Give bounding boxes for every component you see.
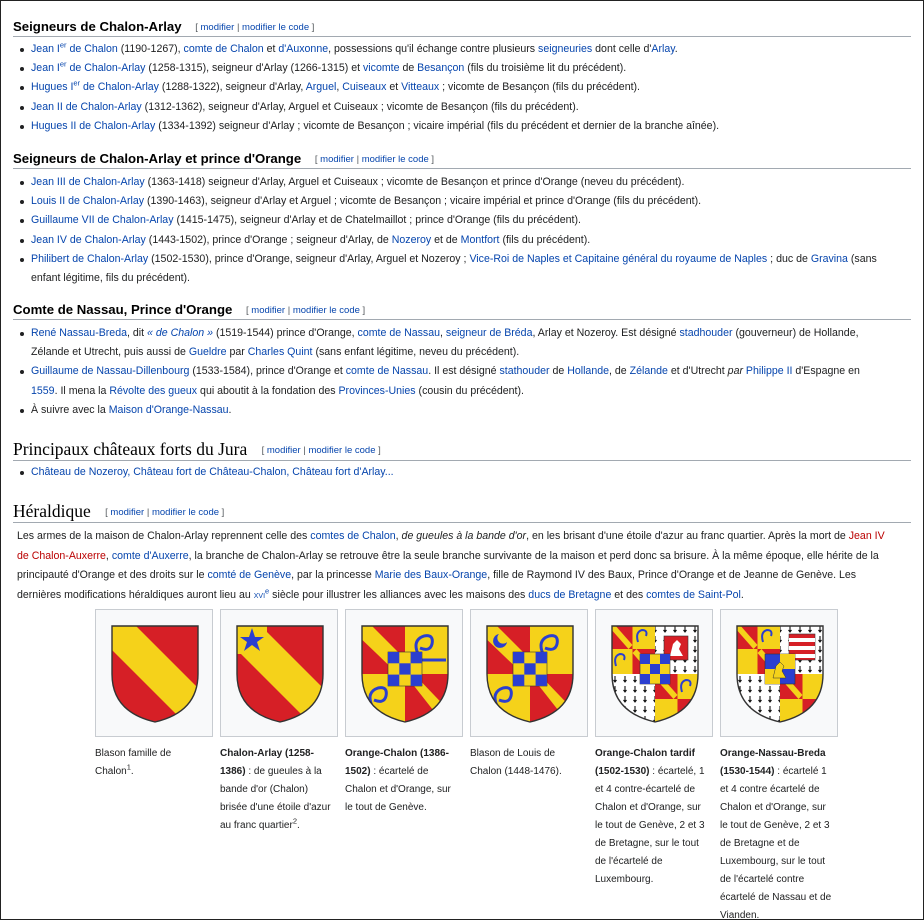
edit-source-link[interactable]: modifier le code	[242, 21, 310, 33]
lord-list	[13, 173, 911, 288]
section-seigneurs-chalon-arlay	[13, 17, 911, 136]
link[interactable]: d'Auxonne	[278, 43, 329, 55]
gallery-thumb-chalon-arlay[interactable]	[220, 609, 338, 737]
edit-section-links: [ modifier | modifier le code ]	[314, 153, 435, 165]
list-item: Jean IV de Chalon-Arlay (1443-1502), prince d'Orange ; seigneur d'Arlay, de Nozeroy et de Montfort (fils du précédent).	[31, 231, 911, 250]
section-heading	[13, 17, 911, 37]
link[interactable]: comté de Genève	[207, 569, 292, 581]
link[interactable]: René Nassau-Breda	[31, 327, 127, 339]
link[interactable]: Château de Nozeroy, Château fort de Château-Chalon, Château fort d'Arlay...	[31, 466, 394, 478]
link[interactable]: Cuiseaux	[342, 81, 387, 94]
gallery-caption: Chalon-Arlay (1258- 1386) : de gueules à la bande d'or (Chalon) brisée d'une étoile d'azur au franc quartier$^2$.	[220, 748, 331, 831]
gallery-thumb-orange-nassau-breda[interactable]	[720, 609, 838, 737]
edit-link[interactable]: modifier	[200, 21, 235, 33]
link[interactable]: comtes de Chalon	[310, 530, 396, 542]
gallery-caption: Blason famille de Chalon$^1$.	[95, 748, 172, 777]
coat-of-arms-orange-chalon-tardif-icon	[610, 624, 700, 724]
section-comte-nassau	[13, 300, 911, 420]
list-item: Jean II de Chalon-Arlay (1312-1362), seigneur d'Arlay, Arguel et Cuiseaux ; vicomte de Besançon (fils du précédent).	[31, 98, 911, 117]
link[interactable]: stadhouder	[679, 327, 733, 339]
link[interactable]: comte d'Auxerre	[111, 549, 189, 562]
list-item: Hugues Ier de Chalon-Arlay (1288-1322), seigneur d'Arlay, Arguel, Cuiseaux et Vitteaux ; vicomte de Besançon (fils du précédent).	[31, 78, 911, 97]
link[interactable]: Guillaume de Nassau-Dillenbourg	[31, 365, 190, 378]
link[interactable]: « de Chalon »	[147, 327, 213, 339]
link[interactable]: comte de Chalon	[183, 43, 264, 55]
list-item: René Nassau-Breda, dit « de Chalon » (1519-1544) prince d'Orange, comte de Nassau, seigneur de Bréda, Arlay et Nozeroy. Est désigné stadhouder (gouverneur) de Hollande, Zélande et Utrecht, puis aussi de Gueldre par Charles Quint (sans enfant légitime, neveu du précédent).	[31, 324, 911, 362]
link[interactable]: Vitteaux	[401, 81, 440, 94]
edit-link[interactable]: modifier	[251, 304, 286, 316]
edit-source-link[interactable]: modifier le code	[308, 444, 376, 456]
link[interactable]: Louis II de Chalon-Arlay	[31, 195, 145, 208]
link[interactable]: vicomte	[363, 62, 400, 75]
link[interactable]: Provinces-Unies	[338, 384, 416, 397]
section-heading	[13, 499, 911, 523]
link[interactable]: Arguel	[305, 81, 337, 94]
section-seigneurs-prince-orange	[13, 149, 911, 288]
lord-list	[13, 40, 911, 136]
list-item: Hugues II de Chalon-Arlay (1334-1392) seigneur d'Arlay ; vicomte de Besançon ; vicaire impérial (fils du précédent et dernier de la branche aînée).	[31, 117, 911, 136]
gallery-thumb-orange-chalon-tardif[interactable]	[595, 609, 713, 737]
section-heading	[13, 437, 911, 461]
link[interactable]: stathouder	[499, 365, 550, 378]
link[interactable]: Guillaume VII de Chalon-Arlay	[31, 214, 174, 227]
link[interactable]: Hugues Ier de Chalon-Arlay	[31, 78, 159, 94]
link[interactable]: Philippe II	[742, 365, 793, 378]
link[interactable]: Montfort	[460, 233, 500, 246]
edit-section-links: [ modifier | modifier le code ]	[105, 506, 225, 518]
section-title: Principaux châteaux forts du Jura	[13, 439, 248, 459]
link[interactable]: seigneuries	[538, 43, 593, 55]
list-item: Guillaume de Nassau-Dillenbourg (1533-1584), prince d'Orange et comte de Nassau. Il est désigné stathouder de Hollande, de Zélande et d'Utrecht par Philippe II d'Espagne en 1559. Il mena la Révolte des gueux qui aboutit à la fondation des Provinces-Unies (cousin du précédent).	[31, 362, 911, 400]
heraldique-paragraph: Les armes de la maison de Chalon-Arlay reprennent celle des comtes de Chalon, de gueules à la bande d'or, en les brisant d'une étoile d'azur au franc quartier. Après la mort de Jean IV de Chalon-Auxerre, comte d'Auxerre, la branche de Chalon-Arlay se retrouve être la seule branche survivante de la maison et perd donc sa brisure. À la même époque, elle hérite de la principauté d'Orange et des droits sur le comté de Genève, par la princesse Marie des Baux-Orange, fille de Raymond IV des Baux, Prince d'Orange et de Jeanne de Genève. Les dernières modifications héraldiques auront lieu au xvi$^e$ siècle pour illustrer les alliances avec les maisons des ducs de Bretagne et des comtes de Saint-Pol.	[17, 530, 885, 601]
section-heraldique	[13, 499, 911, 605]
list-item: Jean III de Chalon-Arlay (1363-1418) seigneur d'Arlay, Arguel et Cuiseaux ; vicomte de Besançon et prince d'Orange (neveu du précédent).	[31, 173, 911, 192]
list-item: Guillaume VII de Chalon-Arlay (1415-1475), seigneur d'Arlay et de Chatelmaillot ; prince d'Orange (fils du précédent).	[31, 211, 911, 230]
link[interactable]: Jean IV	[848, 530, 885, 542]
gallery-caption: Orange-Chalon tardif (1502-1530) : écartelé, 1 et 4 contre-écartelé de Chalon et d'Orange, sur le tout de Genève, 2 et 3 de Bretagne, sur le tout de l'écartelé de Luxembourg.	[595, 748, 705, 885]
castle-list	[13, 463, 911, 482]
edit-link[interactable]: modifier	[266, 444, 301, 456]
section-chateaux-jura	[13, 437, 911, 482]
gallery-caption: Orange-Chalon (1386- 1502) : écartelé de Chalon et d'Orange, sur le tout de Genève.	[345, 748, 451, 813]
link[interactable]: Vice-Roi de Naples et Capitaine général du royaume de Naples	[469, 252, 768, 265]
link[interactable]: 1559	[31, 384, 55, 397]
list-item: À suivre avec la Maison d'Orange-Nassau.	[31, 401, 911, 420]
link[interactable]: Besançon	[417, 62, 465, 75]
link[interactable]: comte de Nassau	[357, 327, 440, 339]
link[interactable]: Hugues II de Chalon-Arlay	[31, 119, 156, 132]
link[interactable]: Maison d'Orange-Nassau	[108, 403, 229, 416]
list-item: Philibert de Chalon-Arlay (1502-1530), prince d'Orange, seigneur d'Arlay, Arguel et Nozeroy ; Vice-Roi de Naples et Capitaine général du royaume de Naples ; duc de Gravina (sans enfant légitime, fils du précédent).	[31, 250, 911, 288]
prince-list	[13, 324, 911, 420]
list-item: Jean Ier de Chalon (1190-1267), comte de Chalon et d'Auxonne, possessions qu'il échange contre plusieurs seigneuries dont celle d'Arlay.	[31, 40, 911, 59]
link[interactable]: Révolte des gueux	[109, 384, 198, 397]
link[interactable]: Jean IV de Chalon-Arlay	[31, 233, 146, 246]
edit-source-link[interactable]: modifier le code	[151, 506, 220, 518]
edit-link[interactable]: modifier	[320, 153, 354, 165]
link[interactable]: Jean Ier de Chalon-Arlay	[31, 59, 146, 75]
link[interactable]: de Chalon-Auxerre	[17, 549, 106, 562]
gallery-caption: Blason de Louis de Chalon (1448-1476).	[470, 748, 562, 777]
section-heading	[13, 149, 911, 169]
gallery-thumb-chalon[interactable]	[95, 609, 213, 737]
link[interactable]: Jean III de Chalon-Arlay	[31, 176, 145, 188]
gallery-thumb-orange-chalon[interactable]	[345, 609, 463, 737]
coat-of-arms-orange-chalon-icon	[360, 624, 450, 724]
section-title: Seigneurs de Chalon-Arlay	[13, 19, 182, 34]
gallery-caption: Orange-Nassau-Breda (1530-1544) : écartelé 1 et 4 contre écartelé de Chalon et d'Orange, sur le tout de Genève, 2 et 3 de Bretagne et de Luxembourg, sur le tout de l'écartelé contre écartelé de Nassau et de Vianden.	[720, 748, 832, 920]
link[interactable]: Arlay	[651, 43, 675, 55]
link[interactable]: ducs de Bretagne	[528, 588, 612, 601]
link[interactable]: Jean II de Chalon-Arlay	[31, 100, 142, 113]
gallery-thumb-louis-de-chalon[interactable]	[470, 609, 588, 737]
edit-section-links: [ modifier | modifier le code ]	[246, 304, 366, 316]
link[interactable]: Nozeroy	[391, 233, 432, 246]
link[interactable]: Marie des Baux-Orange	[374, 569, 488, 581]
link[interactable]: Charles Quint	[247, 346, 313, 359]
link[interactable]: Jean Ier de Chalon	[31, 40, 118, 55]
link[interactable]: xvi$^e$	[253, 585, 270, 601]
coat-of-arms-orange-nassau-breda-icon	[735, 624, 825, 724]
link[interactable]: comtes de Saint-Pol	[646, 588, 741, 601]
edit-section-links: [ modifier | modifier le code ]	[195, 21, 315, 33]
link[interactable]: Zélande	[629, 365, 668, 378]
edit-link[interactable]: modifier	[110, 506, 145, 518]
link[interactable]: Hollande	[567, 365, 610, 378]
link[interactable]: Gravina	[810, 252, 848, 265]
edit-source-link[interactable]: modifier le code	[361, 153, 429, 165]
section-title: Héraldique	[13, 501, 91, 521]
edit-section-links: [ modifier | modifier le code ]	[261, 444, 381, 456]
list-item	[31, 463, 911, 482]
link[interactable]: comte de Nassau	[345, 365, 429, 378]
coat-of-arms-chalon-icon	[110, 624, 200, 724]
link[interactable]: Philibert de Chalon-Arlay	[31, 252, 149, 265]
edit-source-link[interactable]: modifier le code	[292, 304, 360, 316]
section-title: Comte de Nassau, Prince d'Orange	[13, 302, 233, 317]
list-item: Jean Ier de Chalon-Arlay (1258-1315), seigneur d'Arlay (1266-1315) et vicomte de Besançon (fils du troisième lit du précédent).	[31, 59, 911, 78]
coat-of-arms-chalon-arlay-icon	[235, 624, 325, 724]
section-title: Seigneurs de Chalon-Arlay et prince d'Orange	[13, 151, 302, 166]
section-heading	[13, 300, 911, 320]
coat-of-arms-louis-de-chalon-icon	[485, 624, 575, 724]
link[interactable]: seigneur de Bréda	[445, 327, 533, 339]
link[interactable]: Gueldre	[188, 346, 227, 359]
list-item: Louis II de Chalon-Arlay (1390-1463), seigneur d'Arlay et Arguel ; vicomte de Besançon ; vicaire impérial et prince d'Orange (fils du précédent).	[31, 192, 911, 211]
